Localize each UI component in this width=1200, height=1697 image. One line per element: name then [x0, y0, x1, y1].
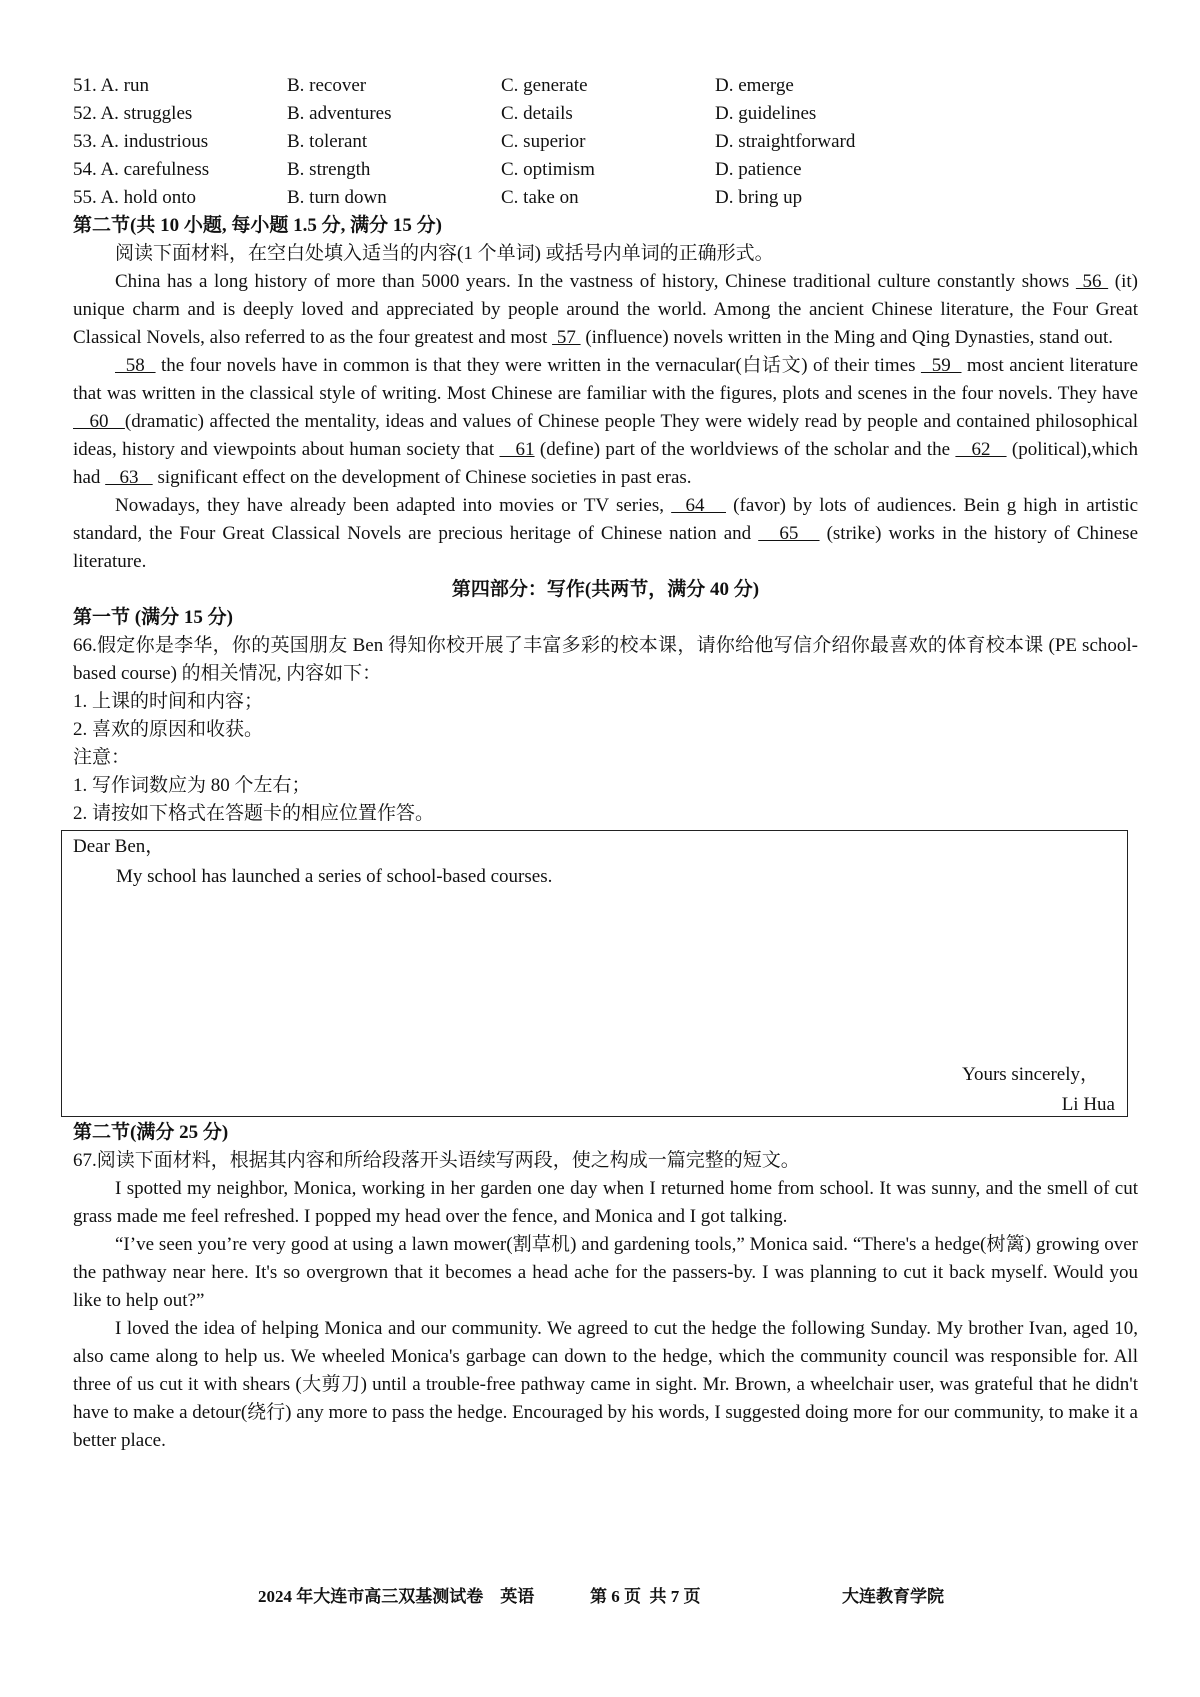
option-row-51 [73, 72, 1138, 100]
letter-signature: Li Hua [1061, 1094, 1115, 1115]
letter-format-box [61, 830, 1128, 1117]
option-a: 53. A. industrious [73, 131, 209, 152]
option-b: B. turn down [287, 187, 387, 208]
blank-63: 63 [105, 467, 153, 488]
passage-text: (favor) by lots of audiences. Bein g high in artistic standard, the Four Great Classical Novels are precious heritage of Chinese nation and [73, 495, 1138, 544]
option-a: 51. A. run [73, 75, 149, 96]
option-b: B. tolerant [287, 131, 368, 152]
option-b: B. adventures [287, 103, 392, 124]
note-item-1: 1. 写作词数应为 80 个左右； [73, 775, 311, 796]
blank-57: 57 [552, 327, 581, 348]
passage-text: Nowadays, they have already been adapted into movies or TV series, [115, 495, 672, 516]
requirement-item-1: 1. 上课的时间和内容； [73, 691, 264, 712]
option-d: D. straightforward [715, 131, 856, 152]
exam-page [73, 72, 1138, 1455]
option-b: B. strength [287, 159, 371, 180]
passage-text: (influence) novels written in the Ming and Qing Dynasties, stand out. [580, 327, 1114, 348]
passage-paragraph-2 [73, 352, 1138, 492]
blank-58: 58 [115, 355, 156, 376]
blank-59: 59 [920, 355, 962, 376]
story-paragraph-3: I loved the idea of helping Monica and our community. We agreed to cut the hedge the following Sunday. My brother Ivan, aged 10, also came along to help us. We wheeled Monica's garbage can down to the hedge, which the community council was responsible for. All three of us cut it with shears (大剪刀) until a trouble-free pathway came in sight. Mr. Brown, a wheelchair user, was grateful that he didn't have to make a detour(绕行) any more to pass the hedge. Encouraged by his words, I suggested doing more for our community, to make it a better place. [73, 1318, 1138, 1451]
option-d: D. bring up [715, 187, 803, 208]
passage-text: (dramatic) affected the mentality, ideas and values of Chinese people They were widely read by people and contained philosophical ideas, history and viewpoints about human society that [73, 411, 1139, 460]
option-d: D. guidelines [715, 103, 817, 124]
option-c: C. superior [501, 131, 586, 152]
passage-paragraph-1 [73, 268, 1138, 352]
option-b: B. recover [287, 75, 367, 96]
option-a: 52. A. struggles [73, 103, 193, 124]
option-c: C. details [501, 103, 573, 124]
footer-exam-title: 2024 年大连市高三双基测试卷 英语 [258, 1587, 535, 1606]
option-d: D. emerge [715, 75, 794, 96]
passage-text: the four novels have in common is that they were written in the vernacular(白话文) of their times [155, 355, 921, 376]
section2-heading: 第二节(共 10 小题, 每小题 1.5 分, 满分 15 分) [73, 215, 442, 236]
option-row-55 [73, 184, 1138, 212]
option-row-53 [73, 128, 1138, 156]
blank-64: 64 [671, 495, 726, 516]
question-66: 66.假定你是李华，你的英国朋友 Ben 得知你校开展了丰富多彩的校本课，请你给他写信介绍你最喜欢的体育校本课 (PE school-based course) 的相关情况, 内容如下： [73, 635, 1138, 684]
requirement-item-2: 2. 喜欢的原因和收获。 [73, 719, 264, 740]
writing-section1-heading: 第一节 (满分 15 分) [73, 607, 233, 628]
option-a: 55. A. hold onto [73, 187, 196, 208]
passage-text: (political),which had [73, 439, 1139, 488]
writing-section2-heading: 第二节(满分 25 分) [73, 1122, 229, 1143]
option-c: C. optimism [501, 159, 595, 180]
footer-organization: 大连教育学院 [842, 1587, 944, 1606]
options-block [73, 72, 1138, 212]
section2-instruction: 阅读下面材料，在空白处填入适当的内容(1 个单词) 或括号内单词的正确形式。 [115, 243, 774, 264]
passage-text: (it) unique charm and is deeply loved and appreciated by people around the world. Among the ancient Chinese literature, the Four Great Classical Novels, also referred to as the four greatest and most [73, 271, 1138, 348]
passage-text: most ancient literature that was written in the classical style of writing. Most Chinese are familiar with the figures, plots and scenes in the four novels. They have [73, 355, 1139, 404]
story-paragraph-1: I spotted my neighbor, Monica, working in her garden one day when I returned home from school. It was sunny, and the smell of cut grass made me feel refreshed. I popped my head over the fence, and Monica and I got talking. [73, 1178, 1138, 1227]
option-a: 54. A. carefulness [73, 159, 210, 180]
option-row-52 [73, 100, 1138, 128]
passage-paragraph-3 [73, 492, 1138, 576]
letter-greeting: Dear Ben， [73, 836, 165, 857]
blank-62: 62 [955, 439, 1007, 460]
story-paragraph-2: “I’ve seen you’re very good at using a lawn mower(割草机) and gardening tools,” Monica said. “There's a hedge(树篱) growing over the pathway near here. It's so overgrown that it becomes a head ache for the passers-by. I was planning to cut it back myself. Would you like to help out?” [73, 1234, 1138, 1311]
passage-text: China has a long history of more than 5000 years. In the vastness of history, Chinese traditional culture constantly shows [115, 271, 1076, 292]
question-67: 67.阅读下面材料，根据其内容和所给段落开头语续写两段，使之构成一篇完整的短文。 [73, 1150, 800, 1171]
blank-56: 56 [1075, 271, 1109, 292]
part4-title: 第四部分：写作(共两节，满分 40 分) [451, 579, 760, 600]
note-item-2: 2. 请按如下格式在答题卡的相应位置作答。 [73, 803, 435, 824]
passage-text: (strike) works in the history of Chinese literature. [73, 523, 1139, 572]
option-row-54 [73, 156, 1138, 184]
option-c: C. generate [501, 75, 588, 96]
passage-text: (define) part of the worldviews of the scholar and the [534, 439, 956, 460]
letter-closing: Yours sincerely， [962, 1064, 1099, 1085]
option-c: C. take on [501, 187, 579, 208]
letter-lead-sentence: My school has launched a series of school-based courses. [116, 866, 553, 887]
blank-61: 61 [499, 439, 535, 460]
option-d: D. patience [715, 159, 802, 180]
passage-text: significant effect on the development of Chinese societies in past eras. [152, 467, 692, 488]
note-label: 注意： [73, 747, 131, 768]
footer-page-number: 第 6 页 共 7 页 [590, 1587, 701, 1606]
blank-60: 60 [73, 411, 125, 432]
blank-65: 65 [758, 523, 820, 544]
